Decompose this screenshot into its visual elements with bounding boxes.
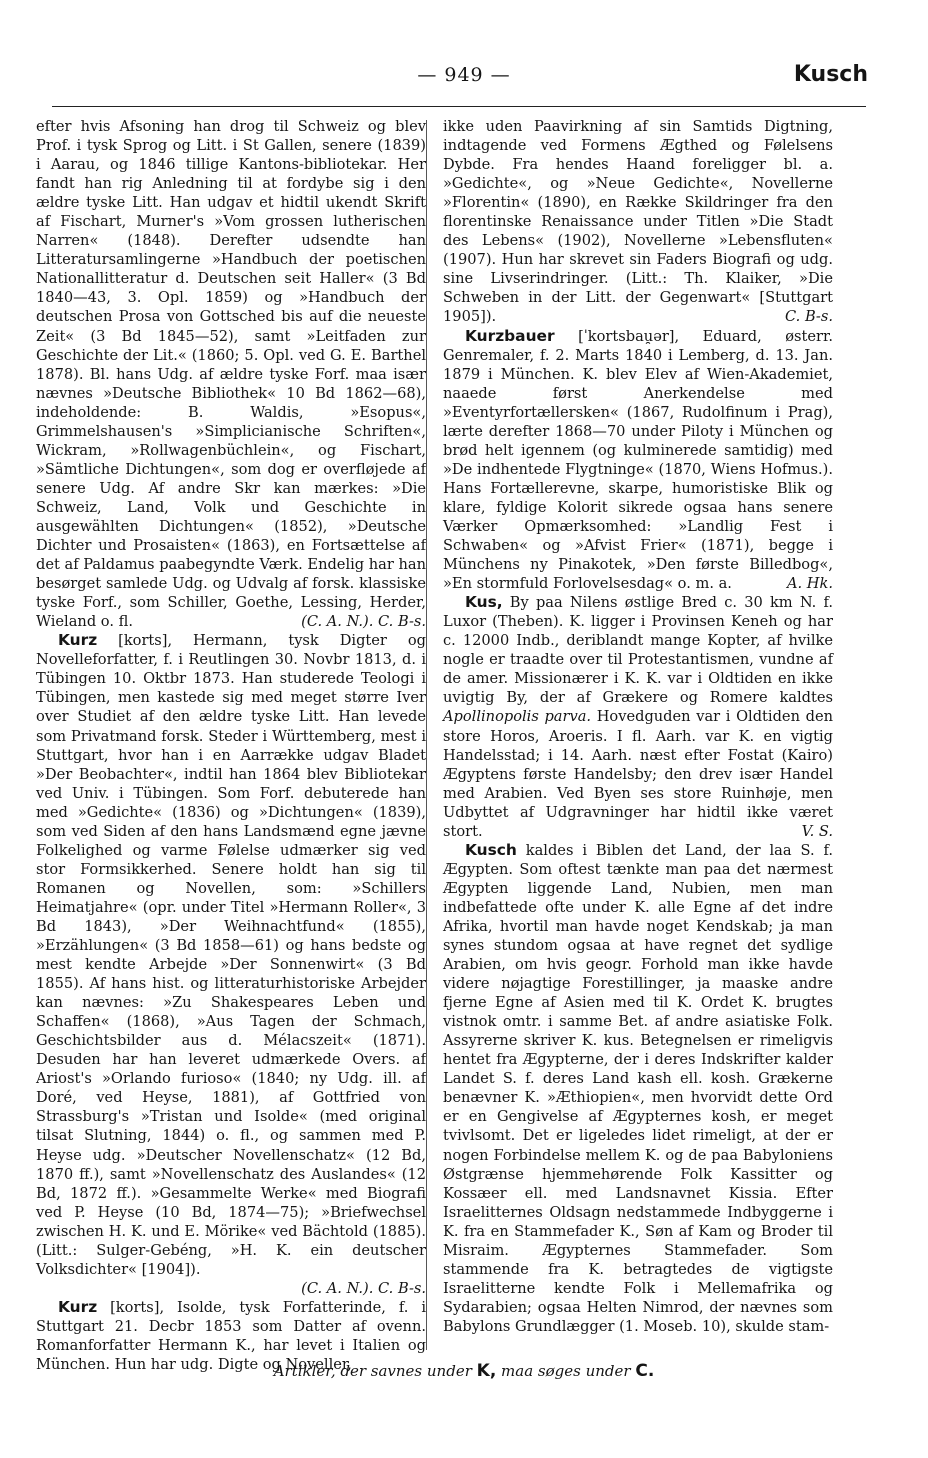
- signature: C. B-s.: [785, 308, 833, 326]
- left-column: [36, 117, 426, 1374]
- page-number: — 949 —: [417, 64, 511, 86]
- signature: (C. A. N.). C. B-s.: [301, 613, 426, 631]
- footer-note: [0, 1361, 928, 1381]
- entry-text-continued: Hovedguden var i Oldtiden den store Horos, Aroeris. I fl. Aarh. var K. en vigtig Handelsstad; i 14. Aarh. næst efter Fostat (Kairo) Ægyptens første Handelsby; den drev især Handel med Arabien. Ved Byen ses store Ruinhøje, men Udbyttet af Udgravninger har hidtil ikke været stort.: [443, 708, 833, 840]
- entry-text: kaldes i Biblen det Land, der laa S. f. Ægypten. Som oftest tænkte man paa det nærmest Ægypten liggende Land, Nubien, men man indbefattede ofte under K. alle Egne af det indre Afrika, hvortil man havde noget Kendskab; ja man synes stundom ogsaa at have regnet det sydlige Arabien, om hvis geogr. Forhold man ikke havde videre nøjagtige Forestillinger, ja maaske andre fjerne Egne af Asien med til K. Ordet K. brugtes vistnok omtr. i samme Bet. af andre asiatiske Folk. Assyrerne skriver K. kus. Betegnelsen er rimeligvis hentet fra Ægypterne, der i deres Indskrifter kalder Landet S. f. deres Land kash ell. kosh. Grækerne benævner K. »Æthiopien«, men hvorvidt dette Ord er en Gengivelse af Ægypternes kosh, er meget tvivlsomt. Det er ligeledes lidet rimeligt, at der er nogen Forbindelse mellem K. og de paa Babyloniens Østgrænse hjemmehørende Folk Kassitter og Kossæer ell. med Landsnavnet Kissia. Efter Israelitternes Oldsagn nedstammede Indbyggerne i K. fra en Stammefader K., Søn af Kam og Broder til Misraim. Ægypternes Stammefader. Som stammende fra K. betragtedes de vigtigste Israelitterne kendte Folk i Mellemafrika og Sydarabien; ogsaa Helten Nimrod, der nævnes som Babylons Grundlægger (1. Moseb. 10), skulde stam-: [443, 841, 833, 1335]
- footer-text: Artikler, der savnes under: [273, 1362, 477, 1380]
- footer-letter-k: K,: [476, 1361, 497, 1381]
- signature: (C. A. N.). C. B-s.: [301, 1279, 426, 1297]
- continuation-text: efter hvis Afsoning han drog til Schweiz og blev Prof. i tysk Sprog og Litt. i St Gallen, senere (1839) i Aarau, og 1846 tillige Kantons-bibliotekar. Her fandt han rig Anledning til at fordybe sig i den ældre tyske Litt. Han udgav et hidtil ukendt Skrift af Fischart, Murner's »Vom grossen lutherischen Narren« (1848). Derefter udsendte han Litteratursamlingerne »Handbuch der poetischen Nationallitteratur d. Deutschen seit Haller« (3 Bd 1840—43, 3. Opl. 1859) og »Handbuch der deutschen Prosa von Gottsched bis auf die neueste Zeit« (3 Bd 1845—52), samt »Leitfaden zur Geschichte der Lit.« (1860; 5. Opl. ved G. E. Barthel 1878). Bl. hans Udg. af ældre tyske Forf. maa især nævnes »Deutsche Bibliothek« 10 Bd 1862—68), indeholdende: B. Waldis, »Esopus«, Grimmelshausen's »Simplicianische Schriften«, Wickram, »Rollwagenbüchlein«, og Fischart, »Sämtliche Dichtungen«, som dog er overfløjede af senere Udg. Af andre Skr kan mærkes: »Die Schweiz, Land, Volk und Geschichte in ausgewählten Dichtungen« (1852), »Deutsche Dichter und Prosaisten« (1863), en Fortsættelse af det af Paldamus paabegyndte Værk. Endelig har han besørget samlede Udg. og Udvalg af forsk. klassiske tyske Forf., som Schiller, Goethe, Lessing, Herder, Wieland o. fl.: [36, 118, 426, 631]
- headword: Kurz: [58, 631, 98, 650]
- continuation-text: ikke uden Paavirkning af sin Samtids Digtning, indtagende ved Formens Ægthed og Følelsens Dybde. Fra hendes Haand foreligger bl. a. »Gedichte«, og »Neue Gedichte«, Novellerne »Florentin« (1890), en Række Skildringer fra den florentinske Renaissance under Titlen »Die Stadt des Lebens« (1902), Novellerne »Lebensfluten« (1907). Hun har skrevet sin Faders Biografi og udg. sine Livserindringer. (Litt.: Th. Klaiker, »Die Schweben in der Litt. der Gegenwart« [Stuttgart 1905]).: [443, 118, 833, 326]
- entry-kurzbauer: [443, 327, 833, 594]
- entry-text: [korts], Isolde, tysk Forfatterinde, f. i Stuttgart 21. Decbr 1853 som Datter af ovenn. Romanforfatter Hermann K., har levet i Italien og München. Hun har udg. Digte og Noveller,: [36, 1298, 426, 1374]
- entry-kurz-hermann: [36, 631, 426, 1298]
- headword: Kurz: [58, 1297, 98, 1316]
- column-divider: [426, 120, 427, 1350]
- continuation-paragraph: [443, 117, 833, 327]
- italic-term: Apollinopolis parva.: [443, 708, 592, 726]
- entry-text: [korts], Hermann, tysk Digter og Novelleforfatter, f. i Reutlingen 30. Novbr 1813, d. i Tübingen 10. Oktbr 1873. Han studerede Teologi i Tübingen, men kastede sig med meget større Iver over Studiet af den ældre tyske Litt. Han levede som Privatmand forsk. Steder i Württemberg, mest i Stuttgart, hvor han i en Aarrække udgav Bladet »Der Beobachter«, indtil han 1864 blev Bibliotekar ved Univ. i Tübingen. Som Forf. debuterede han med »Gedichte« (1836) og »Dichtungen« (1839), som ved Siden af den hans Landsmænd egne jævne Folkelighed og varme Følelse udmærker sig ved stor Formsikkerhed. Senere holdt han sig til Romanen og Novellen, som: »Schillers Heimatjahre« (opr. under Titel »Hermann Roller«, 3 Bd 1843), »Der Weihnachtfund« (1855), »Erzählungen« (3 Bd 1858—61) og hans bedste og mest kendte Arbejde »Der Sonnenwirt« (3 Bd 1855). Af hans hist. og litteraturhistoriske Arbejder kan nævnes: »Zu Shakespeares Leben und Schaffen« (1868), »Aus Tagen der Schmach, Geschichtsbilder aus d. Mélacszeit« (1871). Desuden har han leveret udmærkede Overs. af Ariost's »Orlando furioso« (1840; ny Udg. ill. af Doré, ved Heyse, 1881), af Gottfried von Strassburg's »Tristan und Isolde« (med original tilsat Slutning, 1844) o. fl., og sammen med P. Heyse udg. »Deutscher Novellenschatz« (12 Bd, 1870 ff.), samt »Novellenschatz des Auslandes« (12 Bd, 1872 ff.). »Gesammelte Werke« med Biografi ved P. Heyse (10 Bd, 1874—75); »Briefwechsel zwischen H. K. und E. Mörike« ved Bächtold (1885). (Litt.: Sulger-Gebéng, »H. K. ein deutscher Volksdichter« [1904]).: [36, 632, 426, 1278]
- footer-text: maa søges under: [496, 1362, 636, 1380]
- page-header: [60, 58, 868, 98]
- entry-kus: [443, 593, 833, 841]
- entry-text: [ˈkortsbau̯ər], Eduard, østerr. Genremaler, f. 2. Marts 1840 i Lemberg, d. 13. Jan. 1879 i München. K. blev Elev af Wien-Akademiet, naaede først Anerkendelse med »Eventyrfortællersken« (1867, Rudolfinum i Prag), lærte derefter 1868—70 under Piloty i München og brød helt igennem (og kulminerede samtidig) med »De indhentede Flygtninge« (1870, Wiens Hofmus.). Hans Fortællerevne, skarpe, humoristiske Blik og klare, fyldige Kolorit sikrede ogsaa hans senere Værker Opmærksomhed: »Landlig Fest i Schwaben« og »Afvist Frier« (1871), begge i Münchens ny Pinakotek, »Den første Billedbog«, »En stormfuld Forlovelsesdag« o. m. a.: [443, 327, 833, 593]
- continuation-paragraph: [36, 117, 426, 631]
- entry-text: By paa Nilens østlige Bred c. 30 km N. f. Luxor (Theben). K. ligger i Provinsen Keneh og har c. 12000 Indb., deriblandt mange Kopter, af hvilke nogle er traadte over til Protestantismen, vundne af de amer. Missionærer i K. K. var i Oldtiden en ikke uvigtig By, der af Grækere og Romere kaldtes: [443, 594, 833, 707]
- right-column: [443, 117, 833, 1336]
- footer-letter-c: C.: [635, 1361, 655, 1381]
- signature: A. Hk.: [786, 575, 833, 593]
- headword: Kurzbauer: [465, 326, 555, 345]
- running-head: Kusch: [793, 62, 868, 87]
- header-rule: [52, 106, 866, 107]
- entry-kusch: [443, 841, 833, 1336]
- headword: Kus,: [465, 593, 503, 612]
- headword: Kusch: [465, 840, 517, 859]
- signature: V. S.: [801, 822, 833, 840]
